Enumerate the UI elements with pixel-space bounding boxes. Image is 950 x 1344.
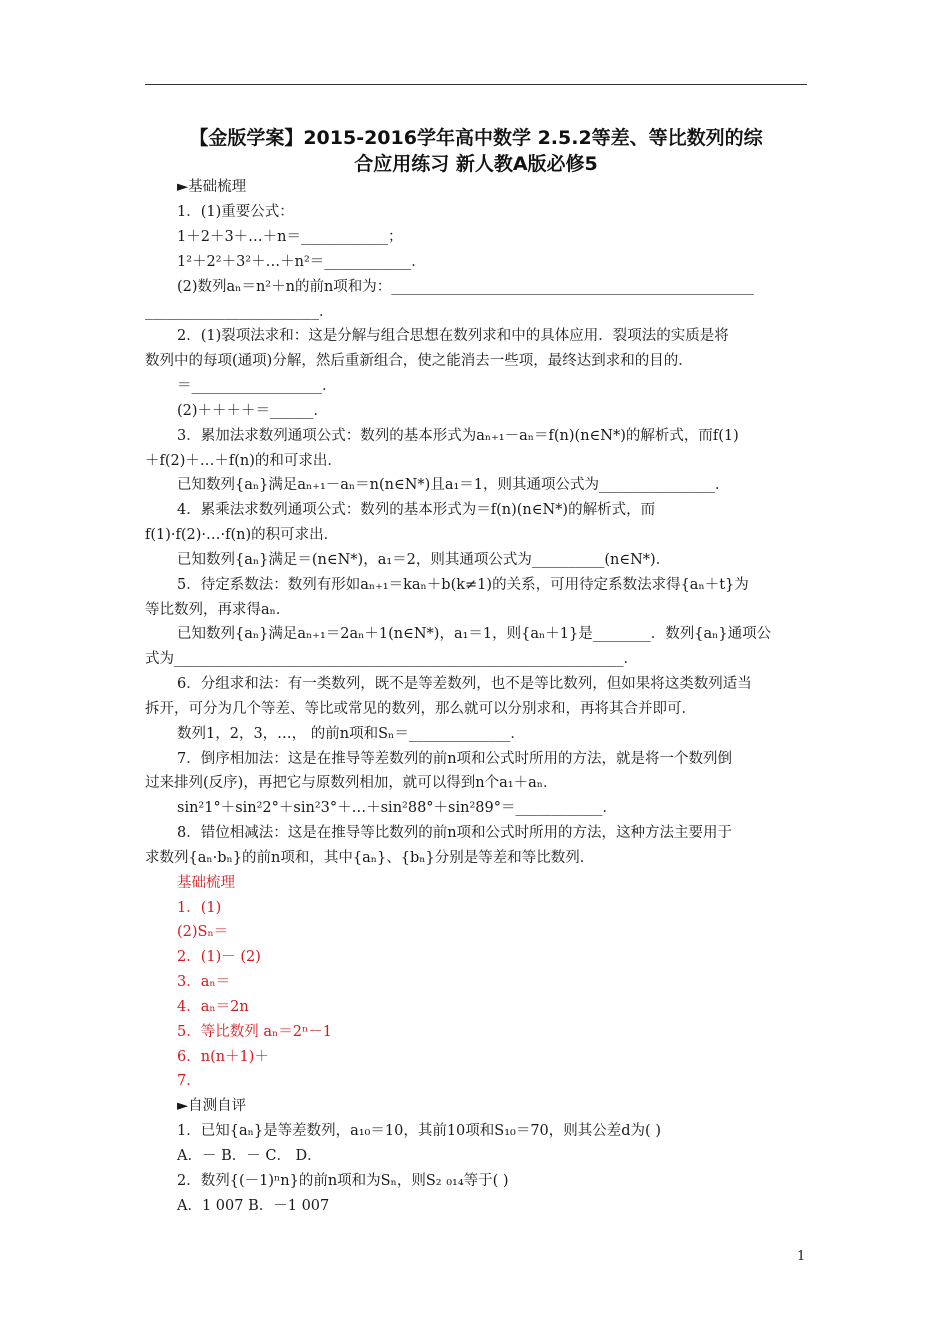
answer-line: 5．等比数列 aₙ＝2ⁿ－1	[177, 1024, 332, 1040]
answer-line: (2)Sₙ＝	[177, 924, 229, 940]
answer-heading: 基础梳理	[177, 875, 235, 891]
text-line: (2)＋＋＋＋＝______．	[177, 403, 329, 419]
text-line: (2)数列aₙ＝n²＋n的前n项和为：__________________________________________________	[177, 279, 754, 295]
text-line: ＝__________________．	[177, 378, 337, 394]
text-line: 数列1，2，3，…， 的前n项和Sₙ＝______________．	[177, 726, 525, 742]
answer-line: 3．aₙ＝	[177, 974, 231, 990]
answer-line: 4．aₙ＝2n	[177, 999, 249, 1015]
text-line: 6．分组求和法：有一类数列，既不是等差数列，也不是等比数列，但如果将这类数列适当	[177, 676, 752, 692]
text-line: 5．待定系数法：数列有形如aₙ₊₁＝kaₙ＋b(k≠1)的关系，可用待定系数法求得{aₙ＋t}为	[177, 577, 749, 593]
document-title-line-2: 合应用练习 新人教A版必修5	[354, 153, 598, 175]
question-1-options: A．－ B．－ C． D．	[177, 1148, 322, 1164]
text-line: 已知数列{aₙ}满足＝(n∈N*)，a₁＝2，则其通项公式为__________(n∈N*)．	[177, 552, 671, 568]
page-number: 1	[797, 1249, 806, 1264]
question-2: 2．数列{(－1)ⁿn}的前n项和为Sₙ，则S₂ ₀₁₄等于( )	[177, 1173, 509, 1189]
section-heading-basics: ►基础梳理	[177, 179, 247, 195]
document-title-line-1: 【金版学案】2015-2016学年高中数学 2.5.2等差、等比数列的综	[189, 127, 763, 149]
text-line: 1＋2＋3＋…＋n＝____________；	[177, 229, 403, 245]
answer-line: 2．(1)－ (2)	[177, 949, 261, 965]
question-2-options: A．1 007 B．－1 007	[177, 1198, 330, 1214]
text-line: 拆开，可分为几个等差、等比或常见的数列，那么就可以分别求和，再将其合并即可．	[145, 701, 696, 717]
answer-line: 7．	[177, 1073, 201, 1089]
question-1: 1．已知{aₙ}是等差数列，a₁₀＝10，其前10项和S₁₀＝70，则其公差d为( )	[177, 1123, 661, 1139]
answer-line: 6．n(n＋1)＋	[177, 1049, 269, 1065]
text-line: 过来排列(反序)，再把它与原数列相加，就可以得到n个a₁＋aₙ．	[145, 775, 558, 791]
text-line: 2．(1)裂项法求和：这是分解与组合思想在数列求和中的具体应用．裂项法的实质是将	[177, 328, 729, 344]
section-heading-self-test: ►自测自评	[177, 1098, 247, 1114]
text-line: 等比数列，再求得aₙ．	[145, 602, 291, 618]
text-line: 已知数列{aₙ}满足aₙ₊₁＝2aₙ＋1(n∈N*)，a₁＝1，则{aₙ＋1}是________．数列{aₙ}通项公	[177, 626, 772, 642]
text-line: 数列中的每项(通项)分解，然后重新组合，使之能消去一些项，最终达到求和的目的．	[145, 353, 693, 369]
header-rule	[145, 84, 807, 85]
text-line: 4．累乘法求数列通项公式：数列的基本形式为＝f(n)(n∈N*)的解析式，而	[177, 502, 656, 518]
text-line: 8．错位相减法：这是在推导等比数列的前n项和公式时所用的方法，这种方法主要用于	[177, 825, 733, 841]
text-line: 求数列{aₙ·bₙ}的前n项和，其中{aₙ}、{bₙ}分别是等差和等比数列．	[145, 850, 595, 866]
text-line: ________________________．	[145, 304, 334, 320]
text-line: 已知数列{aₙ}满足aₙ₊₁－aₙ＝n(n∈N*)且a₁＝1，则其通项公式为________________．	[177, 477, 730, 493]
text-line: 式为______________________________________________________________．	[145, 651, 638, 667]
answer-line: 1．(1)	[177, 900, 222, 916]
text-line: 3．累加法求数列通项公式：数列的基本形式为aₙ₊₁－aₙ＝f(n)(n∈N*)的解析式，而f(1)	[177, 428, 739, 444]
text-line: 1²＋2²＋3²＋…＋n²＝____________．	[177, 254, 426, 270]
text-line: f(1)·f(2)·…·f(n)的积可求出．	[145, 527, 339, 543]
text-line: sin²1°＋sin²2°＋sin²3°＋…＋sin²88°＋sin²89°＝____________．	[177, 800, 617, 816]
text-line: 7．倒序相加法：这是在推导等差数列的前n项和公式时所用的方法，就是将一个数列倒	[177, 751, 733, 767]
text-line: 1．(1)重要公式：	[177, 204, 294, 220]
text-line: ＋f(2)＋…＋f(n)的和可求出．	[145, 453, 342, 469]
